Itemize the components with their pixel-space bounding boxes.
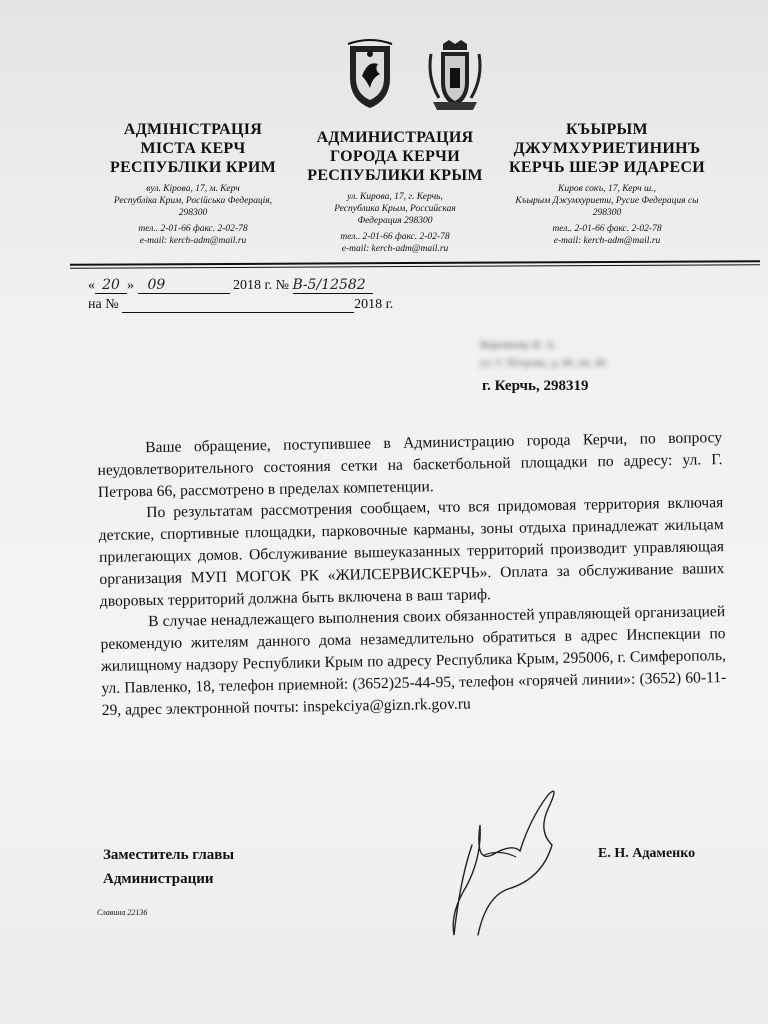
body-paragraph: Ваше обращение, поступившее в Администрацию города Керчи, по вопросу неудовлетворительного состояния сетки на баскетбольной площадки по адресу: ул. Г. Петрова 66, рассмотрено в пределах компетенции. (97, 429, 723, 501)
registration-month: 09 (138, 277, 230, 294)
kerch-coat-of-arms-icon (425, 38, 485, 112)
header-ua-name: АДМІНІСТРАЦІЯ МІСТА КЕРЧ РЕСПУБЛІКИ КРИМ (110, 121, 276, 176)
header-ua (88, 120, 298, 247)
reference-line: на № 2018 г. (88, 297, 394, 312)
header-ru-contact: тел.. 2-01-66 факс. 2-02-78 e-mail: kerch-adm@mail.ru (340, 232, 450, 254)
registration-number: В-5/12582 (293, 277, 373, 294)
header-crh (492, 120, 722, 247)
body-paragraph: По результатам рассмотрения сообщаем, что вся придомовая территория включая детские, спортивные площадки, парковочные карманы, зоны отдыха принадлежат жильцам прилегающих домов. Обслуживание вышеуказанных территорий производит управляющая организация МУП МОГОК РК «ЖИЛСЕРВИСКЕРЧЬ». Оплата за обслуживание ваших дворовых территорий должна быть включена в ваш тариф. (98, 494, 725, 610)
body-paragraph: В случае ненадлежащего выполнения своих обязанностей управляющей организацией рекомендую жителям данного дома незамедлительно обратиться в адрес Инспекции по жилищному надзору Республики Крым по адресу Республика Крым, 295006, г. Симферополь, ул. Павленко, 18, телефон приемной: (3652)25-44-95, телефон «горячей линии»: (3652) 60-11-29, адрес электронной почты: inspekciya@gizn.rk.gov.ru (100, 603, 727, 719)
header-crh-address: Киров сокъ, 17, Керч ш., Къырым Джумхуриети, Русие Федерация сы 298300 (515, 184, 699, 218)
registration-line: « 20 » 09 2018 г. № В-5/12582 (88, 277, 373, 294)
header-ua-contact: тел.. 2-01-66 факс. 2-02-78 e-mail: kerch-adm@mail.ru (138, 224, 248, 246)
header-ru-name: АДМИНИСТРАЦИЯ ГОРОДА КЕРЧИ РЕСПУБЛИКИ КРЫМ (307, 129, 483, 184)
header-crh-contact: тел.. 2-01-66 факс. 2-02-78 e-mail: kerch-adm@mail.ru (552, 224, 662, 246)
recipient-address-blurred: Веремееву И. А. ул. Г. Петрова, д. 66, кв. 40 (480, 339, 606, 369)
header-crh-name: КЪЫРЫМ ДЖУМХУРИЕТИНИНЪ КЕРЧЬ ШЕЭР ИДАРЕСИ (508, 121, 706, 176)
recipient-city: г. Керчь, 298319 (482, 378, 589, 394)
registration-day: 20 (95, 277, 127, 294)
signatory-name: Е. Н. Адаменко (598, 846, 696, 861)
header-ru-address: ул. Кирова, 17, г. Керчь, Республика Крым, Российская Федерация 298300 (334, 192, 456, 226)
letter-body (97, 427, 727, 721)
executor-note: Славина 22136 (97, 908, 148, 917)
signatory-position: Заместитель главы Администрации (103, 847, 235, 887)
handwritten-signature (420, 785, 580, 945)
header-ua-address: вул. Кірова, 17, м. Керч Республіка Крим, Російська Федерація, 298300 (113, 184, 273, 218)
header-ru (300, 128, 490, 255)
reference-number-blank (122, 298, 354, 313)
crimea-coat-of-arms-icon (340, 38, 400, 112)
